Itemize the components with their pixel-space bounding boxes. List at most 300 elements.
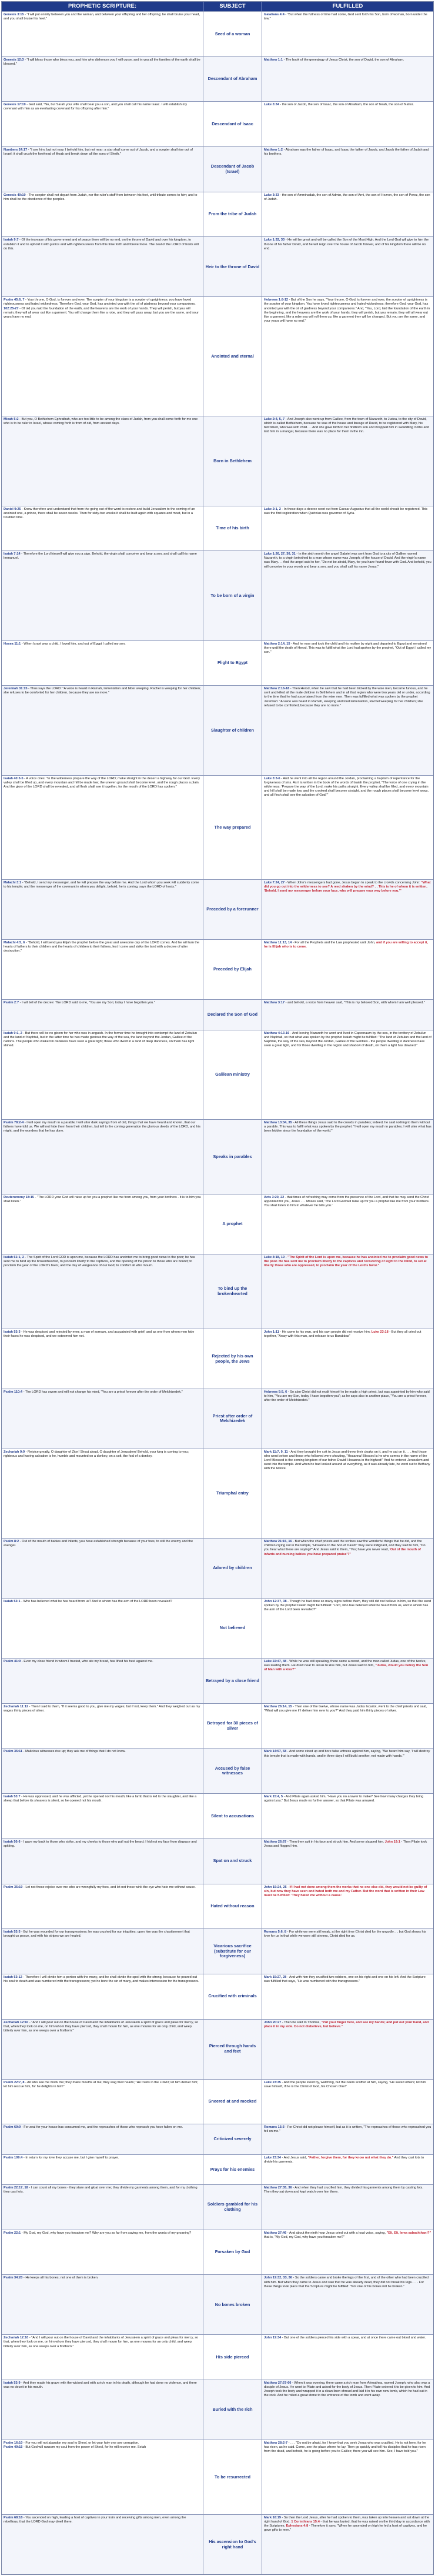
subject-cell [203, 2155, 262, 2184]
scripture-reference: Luke 3:33 [264, 193, 279, 197]
subject-cell [203, 506, 262, 551]
scripture-reference: Matthew 27:46 [264, 2231, 287, 2235]
scripture-text: - And Pilate again asked him, "Have you no answer to make? See how many charges they bring against you." But Jesus made no further answer, so that Pilate was amazed. [264, 1795, 424, 1803]
scripture-text: - But they all cried out together, "Away with this man, and release to us Barabbas" [264, 1330, 421, 1339]
scripture-reference: Hebrews 1:8-12 [264, 298, 289, 302]
scripture-text: - All who see me mock me; they make mouths at me; they wag their heads; "He trusts in the LORD; let him deliver him; let him rescue him, for he delights in him!" [4, 2080, 198, 2088]
scripture-text: - And he went into all the region around the Jordan, proclaiming a baptism of repentance for the forgiveness of sins. As it is written in the book of the words of Isaiah the prophet, "The voice of one crying in the wilderness: 'Prepare the way of the Lord, make his paths straight. Every valley shall be filled, and every mountain and hill shall be made low, and the crooked shall become straight, and the rough places shall become level ways, and all flesh shall see the salvation of God.'" [264, 776, 429, 798]
scripture-text: - Your throne, O God, is forever and ever. The scepter of your kingdom is a scepter of uprightness; you have loved righteousness and hated wickedness. Therefore God, your God, has anointed you with the oil of gladness beyond your companions. [4, 298, 196, 306]
prophecy-cell [2, 2335, 203, 2380]
fulfilled-cell [262, 57, 433, 102]
subject-label: A prophet [222, 1221, 243, 1227]
fulfilled-cell [262, 1704, 433, 1749]
scripture-text: - A voice cries: "In the wilderness prepare the way of the LORD; make straight in the desert a highway for our God. Every valley shall be lifted up, and every mountain and hill be made low; the uneven ground shall become level, and the rough places a plain. And the glory of the LORD shall be revealed, and all flesh shall see it together, for the mouth of the LORD has spoken." [4, 776, 200, 789]
prophecy-cell [2, 2230, 203, 2275]
highlighted-text: "Father, forgive them, for they know not what they do." [307, 2155, 394, 2160]
scripture-reference: Mark 15:4, 5 [264, 1795, 283, 1799]
scripture-reference: Matthew 21:15, 16 [264, 1540, 292, 1544]
table-row [2, 2154, 433, 2184]
scripture-text: - You ascended on high, leading a host of captives in your train and receiving gifts among men, even among the rebellious, that the LORD God may dwell there. [4, 2516, 186, 2524]
fulfilled-cell [262, 1254, 433, 1329]
header-fulfilled: FULFILLED [332, 3, 363, 9]
scripture-reference: Matthew 28:2-7 [264, 2441, 288, 2445]
scripture-reference: Genesis 49:10 [4, 193, 26, 197]
scripture-text: - And when they had crucified him, they divided his garments among them by casting lots. Then they sat down and kept watch over him there. [264, 2186, 423, 2194]
scripture-reference: Deuteronomy 18:15 [4, 1196, 34, 1200]
scripture-reference: Matthew 27:35, 36 [264, 2186, 292, 2190]
scripture-text: - "I will bless those who bless you, and him who dishonors you I will curse, and in you all the families of the earth shall be blessed." [4, 58, 200, 66]
scripture-reference: Hebrews 5:5, 6 [264, 1390, 287, 1394]
scripture-reference: John 15:24, 25 [264, 1885, 287, 1889]
fulfilled-cell [262, 2380, 433, 2440]
prophecy-cell [2, 1794, 203, 1838]
prophecy-cell [2, 506, 203, 551]
subject-label: Flight to Egypt [217, 660, 248, 666]
prophecy-cell [2, 776, 203, 880]
subject-cell [203, 2335, 262, 2380]
prophecy-cell [2, 1254, 203, 1329]
table-row [2, 1538, 433, 1598]
scripture-text: - In the sixth month the angel Gabriel was sent from God to a city of Galilee named Nazareth, to a virgin betrothed to a man whose name was Joseph, of the house of David. And the virgin's name was Mary. . . And the angel said to her, "Do not be afraid, Mary, for you have found favor with God. And behold, you will conceive in your womb and bear a son, and you shall call his name Jesus." [264, 552, 431, 569]
scripture-reference: 102:25-27 [4, 306, 19, 311]
scripture-reference: Luke 2:1, 2 [264, 507, 281, 511]
scripture-text: - And about the ninth hour Jesus cried out with a loud voice, saying, [286, 2231, 387, 2235]
header-subject: SUBJECT [203, 2, 262, 11]
scripture-text: - The Spirit of the Lord GOD is upon me, because the LORD has anointed me to bring good news to the poor; he has sent me to bind up the brokenhearted, to proclaim liberty to the captives, and the opening of the prison to those who are bound; to proclaim the year of the LORD's favor, and the day of vengeance of our God; to comfort all who mourn. [4, 1255, 195, 1268]
scripture-text: - All these things Jesus said to the crowds in parables; indeed, he said nothing to them without a parable. This was to fulfill what was spoken by the prophet: "I will open my mouth in parables; I will utter what has been hidden since the foundation of the world." [264, 1120, 431, 1133]
subject-cell [203, 1839, 262, 1884]
subject-cell [203, 1000, 262, 1029]
scripture-text: - And some stood up and bore false witness against him, saying, "We heard him say, 'I will destroy this temple that is made with hands, and in three days I will build another, not made with hands.'" [264, 1750, 430, 1758]
subject-label: Priest after order of Melchizedek [212, 1413, 253, 1424]
highlighted-text: 1 Corinthians 15:4 [291, 2520, 320, 2524]
subject-label: Triumphal entry [216, 1490, 249, 1496]
fulfilled-cell [262, 102, 433, 146]
fulfilled-cell [262, 2230, 433, 2275]
fulfilled-cell [262, 1974, 433, 2019]
subject-label: Spat on and struck [213, 1858, 252, 1864]
prophecy-cell [2, 1449, 203, 1538]
scripture-text: - Who has believed what he has heard from us? And to whom has the arm of the LORD been revealed? [20, 1600, 172, 1604]
table-row [2, 1254, 433, 1329]
scripture-text: - Of old you laid the foundation of the earth, and the heavens are the work of your hands. They will perish, but you will remain; they will all wear out like a garment. You will change them like a robe, and they will pass away, but you are the same, and your years have no end. [4, 306, 199, 319]
subject-label: Betrayed for 30 pieces of silver [207, 1720, 258, 1731]
fulfilled-cell [262, 2275, 433, 2334]
scripture-text: - Therefore I will divide him a portion with the many, and he shall divide the spoil with the strong, because he poured out his soul to death and was numbered with the transgressors; yet he bore the sin of many, and makes intercession for the transgressors. [4, 1975, 199, 1983]
scripture-reference: Daniel 9:25 [4, 507, 21, 511]
subject-cell [203, 416, 262, 505]
scripture-text: - When Israel was a child, I loved him, and out of Egypt I called my son. [21, 642, 126, 646]
subject-label: Galilean ministry [215, 1071, 250, 1077]
scripture-reference: Luke 23:34 [264, 2155, 281, 2160]
scripture-text: - "And I will pour out on the house of David and the inhabitants of Jerusalem a spirit of grace and pleas for mercy, so that, when they look on me, on him whom they have pierced, they shall mourn for him, as one mourns for an only child, and weep bitterly over him, as one weeps over a firstborn." [4, 2336, 199, 2348]
scripture-reference: Isaiah 53:9 [4, 2381, 21, 2385]
scripture-reference: Matthew 2:14, 15 [264, 642, 290, 646]
subject-label: Vicarious sacrifice (substitute for our forgiveness) [213, 1943, 252, 1959]
scripture-reference: Isaiah 7:14 [4, 552, 21, 556]
scripture-reference: Psalm 16:10 [4, 2441, 23, 2445]
fulfilled-cell [262, 1030, 433, 1119]
subject-cell [203, 12, 262, 56]
prophecy-cell [2, 1000, 203, 1029]
subject-label: Prays for his enemies [210, 2166, 255, 2172]
subject-label: Preceded by a forerunner [206, 906, 259, 912]
prophecy-cell [2, 1839, 203, 1884]
scripture-text: - Abraham was the father of Isaac, and Isaac the father of Jacob, and Jacob the father of Judah and his brothers. [264, 148, 429, 156]
scripture-reference: Luke 1:26, 27, 30, 31 [264, 552, 296, 556]
subject-cell [203, 2080, 262, 2124]
scripture-reference: Isaiah 53:1 [4, 1600, 21, 1604]
scripture-reference: Zechariah 11:12 [4, 1704, 28, 1709]
scripture-reference: Psalm 22:7, 8 [4, 2080, 25, 2084]
scripture-reference: John 19:34 [264, 2336, 282, 2340]
scripture-text: - So then the Lord Jesus, after he had spoken to them, was taken up into heaven and sat down at the right hand of God. [264, 2516, 430, 2524]
scripture-text: - And they brought the colt to Jesus and threw their cloaks on it, and he sat on it. . . . And those who went before and those who followed were shouting, "Hosanna! Blessed is he who comes in the name of the Lord! Blessed is the coming kingdom of our father David! Hosanna in the highest!" And he entered Jerusalem and went into the temple. And when he had looked around at everything, as it was already late, he went out to Bethany with the twelve. [264, 1450, 430, 1471]
scripture-reference: Matthew 3:17 [264, 1001, 285, 1005]
scripture-reference: Genesis 12:3 [4, 58, 24, 62]
subject-label: Preceded by Elijah [213, 966, 252, 972]
fulfilled-cell [262, 880, 433, 939]
table-row [2, 101, 433, 146]
scripture-reference: Zechariah 9:9 [4, 1450, 25, 1454]
scripture-reference: Genesis 17:19 [4, 103, 26, 107]
fulfilled-cell [262, 416, 433, 505]
subject-label: Criticized severely [213, 2136, 252, 2142]
fulfilled-cell [262, 1749, 433, 1793]
scripture-reference: John 19:32, 33, 36 [264, 2276, 292, 2280]
scripture-reference: Psalm 2:7 [4, 1001, 19, 1005]
subject-cell [203, 1539, 262, 1598]
prophecy-cell [2, 1194, 203, 1254]
scripture-text: - Rejoice greatly, O daughter of Zion! Shout aloud, O daughter of Jerusalem! Behold, your king is coming to you; righteous and having salvation is he, humble and mounted on a donkey, on a colt, the foal of a donkey. [4, 1450, 189, 1458]
subject-label: Buried with the rich [212, 2407, 253, 2413]
table-header [2, 2, 433, 11]
scripture-text: - But when the chief priests and the scribes saw the wonderful things that he did, and the children crying out in the temple, "Hosanna to the Son of David!" they were indignant, and they said to him, "Do you hear what these are saying?" And Jesus said to them, "Yes; have you never read, [264, 1540, 426, 1552]
scripture-text: And they cast lots to divide his garments. [264, 2155, 424, 2164]
scripture-text: - Even my close friend in whom I trusted, who ate my bread, has lifted his heel against me. [21, 1660, 153, 1664]
scripture-reference: Psalm 35:19 [4, 1885, 23, 1889]
scripture-text: - "The LORD your God will raise up for you a prophet like me from among you, from your brothers - it is to him you shall listen." [4, 1196, 201, 1204]
prophecy-cell [2, 2155, 203, 2184]
table-row [2, 1119, 433, 1194]
fulfilled-cell [262, 1329, 433, 1389]
subject-cell [203, 1794, 262, 1838]
subject-label: Crucified with criminals [208, 1993, 257, 1999]
subject-label: From the tribe of Judah [208, 211, 257, 217]
subject-label: Declared the Son of God [207, 1012, 258, 1017]
scripture-text: - Let not those rejoice over me who are wrongfully my foes, and let not those wink the eye who hate me without cause. [22, 1885, 196, 1889]
fulfilled-cell [262, 1000, 433, 1029]
subject-label: Descendant of Isaac [212, 121, 253, 126]
fulfilled-cell [262, 1539, 433, 1598]
prophecy-cell [2, 1884, 203, 1929]
highlighted-text: "What did you go out into the wilderness to see? A reed shaken by the wind? . . This is he of whom it is written, 'Behold, I send my messenger before your face, who will prepare your way before you.'" [264, 881, 431, 893]
prophecy-cell [2, 57, 203, 102]
scripture-text: - that times of refreshing may come from the presence of the Lord, and that he may send the Christ appointed for you, Jesus . . . Moses said, 'The Lord God will raise up for you a prophet like me from your brothers. You shall listen to him in whatever he tells you.' [264, 1196, 430, 1208]
scripture-text: - For while we were still weak, at the right time Christ died for the ungodly. . . but God shows his love for us in that while we were still sinners, Christ died for us. [264, 1930, 426, 1938]
scripture-reference: Isaiah 9:7 [4, 238, 19, 242]
scripture-text: - I gave my back to those who strike, and my cheeks to those who pull out the beard; I hid not my face from disgrace and spitting. [4, 1840, 197, 1848]
fulfilled-cell [262, 2185, 433, 2230]
subject-cell [203, 1389, 262, 1449]
fulfilled-cell [262, 1599, 433, 1658]
subject-cell [203, 2185, 262, 2230]
scripture-reference: Matthew 26:67 [264, 1840, 287, 1844]
subject-cell [203, 1030, 262, 1119]
subject-cell [203, 2440, 262, 2514]
table-row [2, 2230, 433, 2275]
highlighted-text: Ephesians 4:8 [286, 2524, 309, 2528]
scripture-reference: Psalm 109:4 [4, 2155, 23, 2160]
subject-label: Rejected by his own people, the Jews [212, 1353, 253, 1364]
table-row [2, 2124, 433, 2154]
subject-cell [203, 1974, 262, 2019]
scripture-text: - He was oppressed, and he was afflicted, yet he opened not his mouth; like a lamb that is led to the slaughter, and like a sheep that before its shearers is silent, so he opened not his mouth. [4, 1795, 197, 1803]
subject-cell [203, 2380, 262, 2440]
prophecy-cell [2, 1749, 203, 1793]
scripture-text: - Malicious witnesses rise up; they ask me of things that I do not know. [22, 1750, 126, 1754]
subject-label: His side pierced [216, 2354, 249, 2360]
scripture-reference: Luke 3:3-6 [264, 776, 280, 780]
scripture-text: - Then he said to Thomas, [281, 2020, 322, 2024]
table-row [2, 2514, 433, 2574]
scripture-text: - For zeal for your house has consumed me, and the reproaches of those who reproach you have fallen on me. [21, 2125, 183, 2130]
prophecy-cell [2, 1929, 203, 1974]
fulfilled-cell [262, 641, 433, 686]
scripture-text: - For you will not abandon my soul to Sheol, or let your holy one see corruption. [22, 2441, 139, 2445]
prophecy-cell [2, 1974, 203, 2019]
scripture-text: - Though he had done so many signs before them, they still did not believe in him, so that the word spoken by the prophet Isaiah might be fulfilled: "Lord, who has believed what he heard from us, and to whom has the arm of the Lord been revealed?" [264, 1600, 431, 1612]
subject-label: No bones broken [215, 2301, 250, 2307]
scripture-text: - But you, O Bethlehem Ephrathah, who are too little to be among the clans of Judah, from you shall come forth for me one who is to be ruler in Israel, whose coming forth is from of old, from ancient days. [4, 418, 198, 426]
prophecy-cell [2, 2380, 203, 2440]
scripture-reference: Isaiah 53:7 [4, 1795, 21, 1799]
scripture-reference: Isaiah 53:3 [4, 1330, 21, 1334]
fulfilled-cell [262, 192, 433, 237]
subject-cell [203, 102, 262, 146]
highlighted-text: and if you are willing to accept it, he is Elijah who is to come. [264, 941, 428, 949]
subject-cell [203, 1449, 262, 1538]
fulfilled-cell [262, 147, 433, 192]
table-row [2, 1974, 433, 2019]
scripture-reference: Jeremiah 31:15 [4, 687, 28, 691]
subject-label: Descendant of Abraham [208, 76, 257, 82]
scripture-reference: Psalm 45:6, 7 [4, 298, 25, 302]
scripture-text: - The LORD has sworn and will not change his mind, "You are a priest forever after the order of Melchizedek." [22, 1390, 183, 1394]
subject-cell [203, 686, 262, 775]
subject-label: The way prepared [214, 824, 251, 830]
scripture-text: - And Joseph also went up from Galilee, from the town of Nazareth, to Judea, to the city of David, which is called Bethlehem, because he was of the house and lineage of David, to be registered with Mary, his betrothed, who was with child. . . And she gave birth to her firstborn son and wrapped him in swaddling cloths and laid him in a manger, because there was no place for them in the inn. [264, 418, 429, 434]
scripture-reference: Matthew 2:16-18 [264, 687, 290, 691]
subject-label: Adored by children [213, 1565, 252, 1571]
subject-cell [203, 2124, 262, 2154]
fulfilled-cell [262, 686, 433, 775]
fulfilled-cell [262, 1194, 433, 1254]
scripture-text: - And he rose and took the child and his mother by night and departed to Egypt and remained there until the death of Herod. This was to fulfill what the Lord had spoken by the prophet, "Out of Egypt I called my son." [264, 642, 431, 654]
scripture-text: - But God will ransom my soul from the power of Sheol, for he will receive me. Selah [22, 2445, 146, 2450]
fulfilled-cell [262, 2515, 433, 2574]
scripture-text: - But he was wounded for our transgressions; he was crushed for our iniquities; upon him was the chastisement that brought us peace, and with his stripes we are healed. [4, 1930, 190, 1938]
subject-label: Seed of a woman [215, 31, 250, 36]
scripture-text: - I will tell of the decree: The LORD said to me, "You are my Son; today I have begotten you." [19, 1001, 155, 1005]
prophecy-cell [2, 1030, 203, 1119]
highlighted-text: "Put your finger here, and see my hands; and put out your hand, and place it in my side. Do not disbelieve, but believe." [264, 2020, 429, 2028]
fulfilled-cell [262, 2335, 433, 2380]
prophecy-cell [2, 880, 203, 939]
prophecy-cell [2, 2275, 203, 2334]
scripture-text: - For Christ did not please himself, but as it is written, "The reproaches of those who reproached you fell on me." [264, 2125, 431, 2134]
prophecy-cell [2, 416, 203, 505]
fulfilled-cell [262, 1449, 433, 1538]
subject-cell [203, 147, 262, 192]
subject-cell [203, 1329, 262, 1389]
subject-cell [203, 2020, 262, 2079]
table-row [2, 1658, 433, 1703]
subject-label: Sneered at and mocked [208, 2098, 257, 2104]
prophecy-cell [2, 1704, 203, 1749]
scripture-reference: Matthew 4:13-16 [264, 1031, 290, 1035]
scripture-reference: Psalm 8:2 [4, 1540, 19, 1544]
table-row [2, 56, 433, 102]
scripture-text: - So also Christ did not exalt himself to be made a high priest, but was appointed by him who said to him, "You are my Son, today I have begotten you"; as he says also in another place, "You are a priest forever, after the order of Melchizedek." [264, 1390, 430, 1403]
scripture-text: - God said, "No, but Sarah your wife shall bear you a son, and you shall call his name Isaac. I will establish my covenant with him as an everlasting covenant for his offspring after him." [4, 103, 187, 111]
prophecy-cell [2, 551, 203, 640]
scripture-reference: Isaiah 53:12 [4, 1975, 22, 1979]
scripture-text: - For all the Prophets and the Law prophesied until John, [292, 941, 376, 945]
scripture-text: - "I will put enmity between you and the woman, and between your offspring and her offspring; he shall bruise your head, and you shall bruise his heel." [4, 13, 200, 21]
table-row [2, 1884, 433, 1929]
prophecy-cell [2, 2020, 203, 2079]
fulfilled-cell [262, 12, 433, 56]
scripture-text: - Therefore the Lord himself will give you a sign. Behold, the virgin shall conceive and bear a son, and shall call his name Immanuel. [4, 552, 197, 560]
subject-label: Slaughter of children [211, 727, 254, 733]
scripture-text: - And leaving Nazareth he went and lived in Capernaum by the sea, in the territory of Zebulun and Naphtali, so that what was spoken by the prophet Isaiah might be fulfilled: "The land of Zebulun and the land of Naphtali, the way of the sea, beyond the Jordan, Galilee of the Gentiles - the people dwelling in darkness have seen a great light, and for those dwelling in the region and shadow of death, on them a light has dawned." [264, 1031, 431, 1047]
scripture-reference: Zechariah 12:10 [4, 2020, 29, 2024]
subject-label: Born in Bethlehem [213, 458, 252, 463]
fulfilled-cell [262, 1884, 433, 1929]
scripture-reference: Galatians 4:4 [264, 13, 285, 16]
fulfilled-cell [262, 2155, 433, 2184]
scripture-reference: John 1:11 [264, 1330, 279, 1334]
scripture-reference: Hosea 11:1 [4, 642, 21, 646]
subject-label: Time of his birth [216, 525, 249, 531]
fulfilled-cell [262, 1389, 433, 1449]
table-row [2, 2079, 433, 2124]
subject-label: Hated without reason [210, 1903, 255, 1909]
scripture-reference: Isaiah 40:3-5 [4, 776, 24, 780]
subject-label: To be resurrected [214, 2474, 251, 2480]
table-row [2, 550, 433, 640]
scripture-text: - "And I will pour out on the house of David and the inhabitants of Jerusalem a spirit of grace and pleas for mercy, so that, when they look on me, on him whom they have pierced, they shall mourn for him, as one mourns for an only child, and weep bitterly over him, as one weeps over a firstborn." [4, 2020, 199, 2033]
fulfilled-cell [262, 776, 433, 880]
scripture-reference: Luke 2:4, 5, 7 [264, 418, 285, 422]
scripture-reference: Matthew 27:57-60 [264, 2381, 292, 2385]
highlighted-text: "The Spirit of the Lord is upon me, because he has anointed me to proclaim good news to the poor. He has sent me to proclaim liberty to the captives and recovering of sight to the blind, to set at liberty those who are oppressed, to proclaim the year of the Lord's favor." [264, 1255, 428, 1268]
scripture-reference: Luke 4:18, 19 [264, 1255, 285, 1259]
fulfilled-cell [262, 2440, 433, 2514]
table-row [2, 999, 433, 1029]
scripture-text: - Therefore it says, "When he ascended on high he led a host of captives, and he gave gifts to men." [264, 2524, 427, 2532]
table-row [2, 640, 433, 686]
prophecy-cell [2, 147, 203, 192]
subject-cell [203, 551, 262, 640]
scripture-text: - When John's messengers had gone, Jesus began to speak to the crowds concerning John: [285, 881, 421, 885]
scripture-reference: Malachi 4:5, 6 [4, 941, 25, 945]
scripture-reference: Romans 15:3 [264, 2125, 285, 2130]
table-row [2, 2184, 433, 2230]
table-row [2, 775, 433, 880]
scripture-text: - and behold, a voice from heaven said, "This is my beloved Son, with whom I am well pleased." [285, 1001, 425, 1005]
scripture-reference: Psalm 22:17, 18 [4, 2186, 28, 2190]
subject-cell [203, 2275, 262, 2334]
table-row [2, 1838, 433, 1884]
scripture-text: - [286, 1885, 290, 1889]
prophecy-cell [2, 12, 203, 56]
scripture-reference: Malachi 3:1 [4, 881, 22, 885]
scripture-reference: Isaiah 9:1, 2 [4, 1031, 22, 1035]
highlighted-text: Luke 23:18 [371, 1330, 389, 1334]
subject-label: Descendant of Jacob (Israel) [210, 163, 255, 174]
fulfilled-cell [262, 1120, 433, 1194]
scripture-reference: Luke 22:47, 48 [264, 1660, 287, 1664]
subject-cell [203, 1599, 262, 1658]
fulfilled-cell [262, 1929, 433, 1974]
fulfilled-cell [262, 2124, 433, 2154]
prophecy-cell [2, 1389, 203, 1449]
table-row [2, 2019, 433, 2079]
table-row [2, 146, 433, 192]
fulfilled-cell [262, 297, 433, 416]
scripture-reference: Psalm 22:1 [4, 2231, 21, 2235]
scripture-reference: Matthew 1:1 [264, 58, 283, 62]
scripture-text: - But of the Son he says, "Your throne, O God, is forever and ever, the scepter of uprightness is the scepter of your kingdom. You have loved righteousness and hated wickedness; therefore God, your God, has anointed you with the oil of gladness beyond your companions." And, "You, Lord, laid the foundation of the earth in the beginning, and the heavens are the work of your hands; they will perish, but you remain; they will all wear out like a garment, like a robe you will roll them up, like a garment they will be changed. But you are the same, and your years will have no end." [264, 298, 430, 323]
subject-cell [203, 237, 262, 296]
subject-cell [203, 1120, 262, 1194]
table-row [2, 2334, 433, 2380]
scripture-reference: Mark 14:57, 58 [264, 1750, 287, 1754]
scripture-text: - Of the increase of his government and of peace there will be no end, on the throne of David and over his kingdom, to establish it and to uphold it with justice and with righteousness from this time forth and forevermore. The zeal of the LORD of hosts will do this. [4, 238, 199, 251]
table-row [2, 939, 433, 999]
table-row [2, 1194, 433, 1254]
scripture-reference: John 12:37, 38 [264, 1600, 287, 1604]
scripture-text: - the son of Amminadab, the son of Admin, the son of Arni, the son of Hezron, the son of Perez, the son of Judah. [264, 193, 430, 201]
prophecy-cell [2, 2185, 203, 2230]
scripture-text: - So the soldiers came and broke the legs of the first, and of the other who had been crucified with him. But when they came to Jesus and saw that he was already dead, they did not break his legs. . . . For these things took place that the Scripture might be fulfilled: "Not one of his bones will be broken." [264, 2276, 429, 2288]
prophecy-cell [2, 940, 203, 999]
fulfilled-cell [262, 1659, 433, 1703]
table-row [2, 296, 433, 416]
table-row [2, 685, 433, 775]
scripture-text: - I can count all my bones - they stare and gloat over me; they divide my garments among them, and for my clothing they cast lots. [4, 2186, 198, 2194]
table-row [2, 1329, 433, 1389]
scripture-reference: Matthew 13:34, 35 [264, 1120, 292, 1125]
fulfilled-cell [262, 237, 433, 296]
subject-cell [203, 1704, 262, 1749]
subject-cell [203, 1659, 262, 1703]
scripture-text: - The book of the genealogy of Jesus Christ, the son of David, the son of Abraham. [283, 58, 404, 62]
prophecy-cell [2, 2515, 203, 2574]
scripture-text: - My God, my God, why have you forsaken me? Why are you so far from saving me, from the words of my groaning? [21, 2231, 192, 2235]
subject-cell [203, 1194, 262, 1254]
scripture-text: - Then one of the twelve, whose name was Judas Iscariot, went to the chief priests and said, "What will you give me if I deliver him over to you?" And they paid him thirty pieces of silver. [264, 1704, 427, 1713]
scripture-text: - But there will be no gloom for her who was in anguish. In the former time he brought into contempt the land of Zebulun and the land of Naphtali, but in the latter time he has made glorious the way of the sea, the land beyond the Jordan, Galilee of the nations. The people who walked in darkness have seen a great light; those who dwelt in a land of deep darkness, on them has light shined. [4, 1031, 197, 1047]
table-row [2, 236, 433, 296]
subject-cell [203, 1929, 262, 1974]
fulfilled-cell [262, 506, 433, 551]
prophecy-cell [2, 297, 203, 416]
subject-label: Soldiers gambled for his clothing [207, 2201, 258, 2212]
subject-cell [203, 776, 262, 880]
